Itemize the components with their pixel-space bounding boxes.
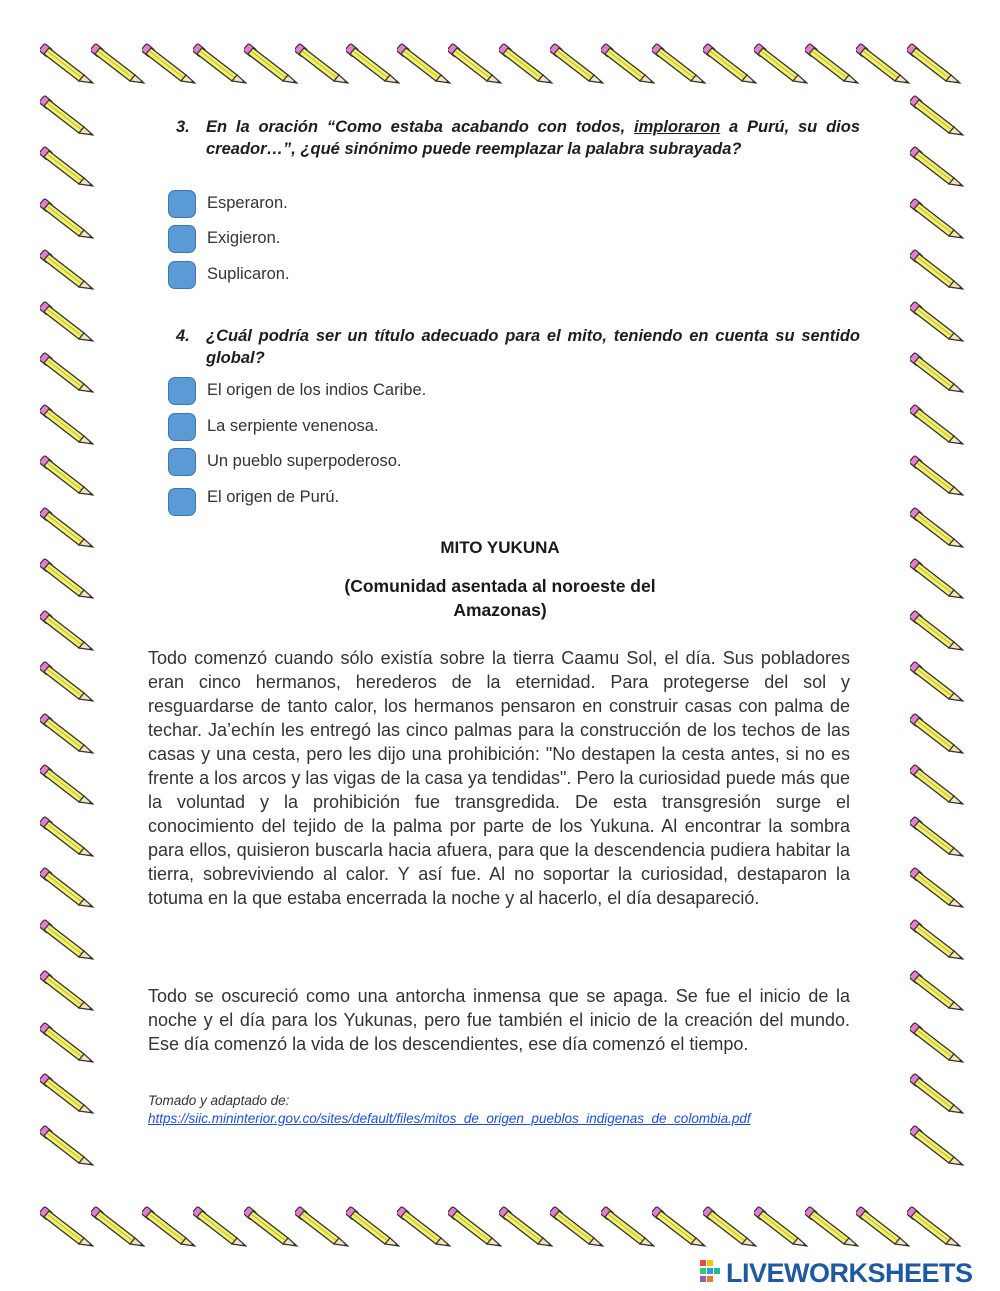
pencil-icon xyxy=(703,1205,757,1247)
pencil-icon xyxy=(346,1205,400,1247)
q4-option-2-checkbox[interactable] xyxy=(168,413,196,441)
pencil-icon xyxy=(652,42,706,84)
pencil-icon xyxy=(40,248,94,290)
q3-option-2-checkbox[interactable] xyxy=(168,225,196,253)
pencil-icon xyxy=(550,1205,604,1247)
q4-option-4-label: El origen de Purú. xyxy=(207,488,340,506)
q4-option-1-checkbox[interactable] xyxy=(168,377,196,405)
pencil-icon xyxy=(907,1205,961,1247)
pencil-icon xyxy=(910,712,964,754)
pencil-icon xyxy=(805,42,859,84)
pencil-icon xyxy=(91,1205,145,1247)
pencil-icon xyxy=(910,815,964,857)
q4-option-4-checkbox[interactable] xyxy=(168,488,196,516)
pencil-icon xyxy=(499,1205,553,1247)
pencil-icon xyxy=(40,454,94,496)
pencil-icon xyxy=(910,609,964,651)
pencil-icon xyxy=(856,42,910,84)
pencil-icon xyxy=(40,94,94,136)
pencil-icon xyxy=(40,1021,94,1063)
pencil-icon xyxy=(910,1124,964,1166)
story-paragraph-2: Todo se oscureció como una antorcha inmensa que se apaga. Se fue el inicio de la noche y el día para los Yukunas, pero fue también el inicio de la creación del mundo. Ese día comenzó la vida de los descendientes, ese día comenzó el tiempo. xyxy=(148,986,850,1054)
pencil-icon xyxy=(295,1205,349,1247)
pencil-icon xyxy=(193,42,247,84)
pencil-icon xyxy=(397,1205,451,1247)
pencil-icon xyxy=(601,42,655,84)
story-paragraph-1: Todo comenzó cuando sólo existía sobre la tierra Caamu Sol, el día. Sus pobladores eran cinco hermanos, herederos de la eternidad. Para protegerse del sol y resguardarse de tanto calor, los hermanos pensaron en construir casas con palma de techar. Ja’echín les entregó las cinco palmas para la construcción de los techos de las casas y una cesta, pero les dijo una prohibición: "No destapen la cesta antes, si no es frente a los arcos y las vigas de la casa ya tendidas". Pero la curiosidad puede más que la voluntad y la prohibición fue transgredida. De esta transgresión surge el conocimiento del tejido de la palma por parte de los Yukuna. Al encontrar la sombra para ellos, quisieron buscarla hacia afuera, para que la descendencia pudiera habitar la tierra, sobreviviendo al calor. Y así fue. Al no soportar la curiosidad, destaparon la totuma en la que estaba encerrada la noche y al hacerlo, el día desapareció. xyxy=(148,648,850,908)
pencil-icon xyxy=(448,42,502,84)
question-4-text: ¿Cuál podría ser un título adecuado para el mito, teniendo en cuenta su sentido global? xyxy=(206,327,860,367)
pencil-icon xyxy=(40,1205,94,1247)
pencil-icon xyxy=(193,1205,247,1247)
pencil-icon xyxy=(550,42,604,84)
pencil-icon xyxy=(142,1205,196,1247)
pencil-icon xyxy=(40,609,94,651)
pencil-icon xyxy=(910,969,964,1011)
question-4-number: 4. xyxy=(176,327,190,345)
question-3-underlined-word: imploraron xyxy=(634,118,721,136)
pencil-icon xyxy=(907,42,961,84)
pencil-icon xyxy=(910,866,964,908)
pencil-icon xyxy=(40,42,94,84)
pencil-icon xyxy=(40,866,94,908)
pencil-icon xyxy=(40,1124,94,1166)
q3-option-1-checkbox[interactable] xyxy=(168,190,196,218)
q4-option-1-label: El origen de los indios Caribe. xyxy=(207,381,427,399)
pencil-icon xyxy=(910,763,964,805)
question-4 xyxy=(176,325,860,369)
pencil-icon xyxy=(910,403,964,445)
pencil-icon xyxy=(910,351,964,393)
q3-option-2-label: Exigieron. xyxy=(207,229,281,247)
pencil-icon xyxy=(397,42,451,84)
pencil-icon xyxy=(295,42,349,84)
q3-option-1-label: Esperaron. xyxy=(207,194,288,212)
pencil-icon xyxy=(910,197,964,239)
pencil-icon xyxy=(652,1205,706,1247)
pencil-icon xyxy=(40,557,94,599)
pencil-icon xyxy=(244,42,298,84)
q3-option-3-label: Suplicaron. xyxy=(207,265,290,283)
pencil-icon xyxy=(40,969,94,1011)
pencil-icon xyxy=(40,351,94,393)
pencil-icon xyxy=(40,145,94,187)
pencil-icon xyxy=(754,42,808,84)
pencil-icon xyxy=(805,1205,859,1247)
pencil-icon xyxy=(40,815,94,857)
question-3-number: 3. xyxy=(176,118,190,136)
pencil-icon xyxy=(499,42,553,84)
pencil-icon xyxy=(142,42,196,84)
question-3 xyxy=(176,116,860,160)
pencil-icon xyxy=(40,763,94,805)
pencil-icon xyxy=(601,1205,655,1247)
source-link[interactable]: https://siic.mininterior.gov.co/sites/default/files/mitos_de_origen_pueblos_indigenas_de_colombia.pdf xyxy=(148,1111,751,1126)
pencil-icon xyxy=(910,300,964,342)
pencil-icon xyxy=(910,248,964,290)
pencil-icon xyxy=(910,94,964,136)
pencil-icon xyxy=(40,1072,94,1114)
pencil-icon xyxy=(40,197,94,239)
pencil-icon xyxy=(40,712,94,754)
pencil-icon xyxy=(910,660,964,702)
pencil-icon xyxy=(244,1205,298,1247)
story-subtitle: (Comunidad asentada al noroeste del Amazonas) xyxy=(344,576,656,620)
pencil-icon xyxy=(754,1205,808,1247)
question-3-text xyxy=(206,116,860,160)
q4-option-2-label: La serpiente venenosa. xyxy=(207,417,379,435)
pencil-icon xyxy=(91,42,145,84)
pencil-icon xyxy=(703,42,757,84)
source-label: Tomado y adaptado de: xyxy=(148,1093,290,1108)
pencil-icon xyxy=(910,1072,964,1114)
pencil-icon xyxy=(910,918,964,960)
source-citation xyxy=(148,1092,848,1128)
pencil-icon xyxy=(346,42,400,84)
pencil-icon xyxy=(448,1205,502,1247)
pencil-icon xyxy=(910,1021,964,1063)
pencil-icon xyxy=(910,454,964,496)
question-3-prefix: En la oración “Como estaba acabando con todos, xyxy=(206,118,635,136)
pencil-icon xyxy=(40,300,94,342)
pencil-icon xyxy=(40,918,94,960)
pencil-icon xyxy=(40,403,94,445)
q4-option-3-checkbox[interactable] xyxy=(168,448,196,476)
question-3-suffix: a Purú, su dios creador…”, ¿qué sinónimo puede reemplazar la palabra subrayada? xyxy=(206,118,860,158)
q4-option-3-label: Un pueblo superpoderoso. xyxy=(207,452,402,470)
pencil-icon xyxy=(910,557,964,599)
pencil-icon xyxy=(856,1205,910,1247)
q3-option-3-checkbox[interactable] xyxy=(168,261,196,289)
pencil-icon xyxy=(910,145,964,187)
logo-text: LIVEWORKSHEETS xyxy=(726,1258,973,1288)
story-title: MITO YUKUNA xyxy=(440,538,560,557)
pencil-icon xyxy=(40,660,94,702)
